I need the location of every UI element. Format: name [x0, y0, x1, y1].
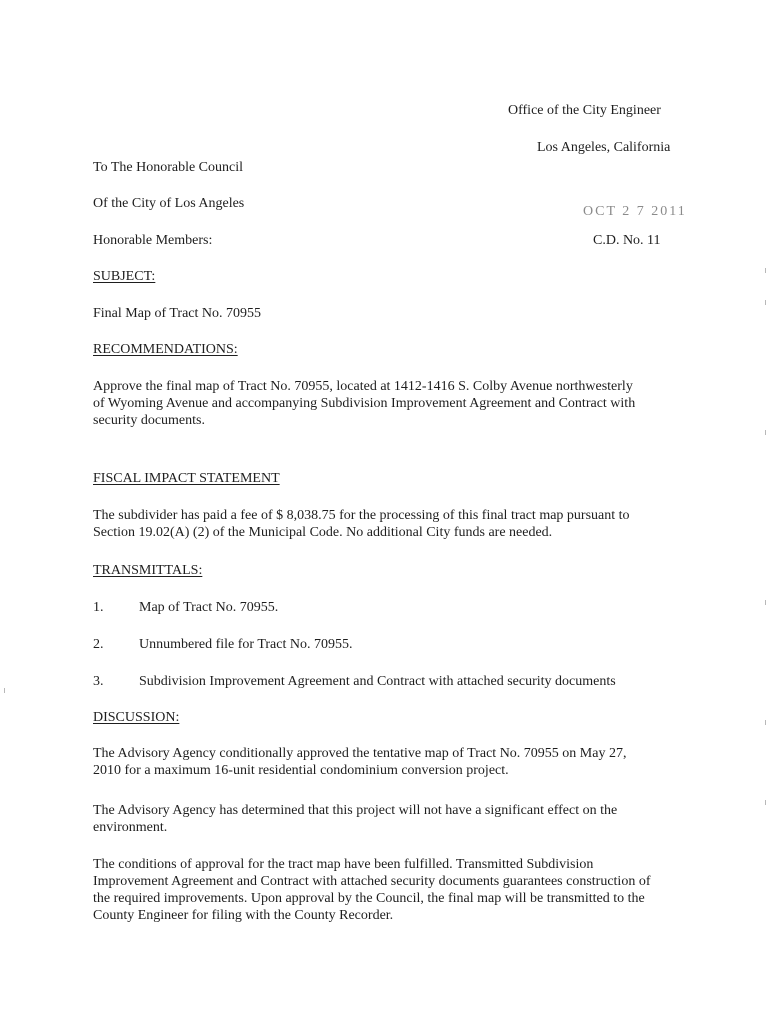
council-district: C.D. No. 11	[593, 233, 661, 248]
recommendations-heading: RECOMMENDATIONS:	[93, 342, 238, 357]
discussion-line: The Advisory Agency conditionally approved the tentative map of Tract No. 70955 on May 27,	[93, 746, 627, 761]
transmittal-number: 3.	[93, 674, 104, 689]
transmittal-item: Map of Tract No. 70955.	[139, 600, 279, 615]
recommendations-line: Approve the final map of Tract No. 70955, located at 1412-1416 S. Colby Avenue northwesterly	[93, 379, 633, 394]
discussion-line: environment.	[93, 820, 168, 835]
discussion-paragraph-2	[93, 802, 683, 836]
discussion-line: The Advisory Agency has determined that this project will not have a significant effect on the	[93, 803, 618, 818]
recommendations-paragraph	[93, 378, 683, 429]
recommendations-line: security documents.	[93, 413, 205, 428]
discussion-line: County Engineer for filing with the County Recorder.	[93, 908, 394, 923]
transmittals-heading: TRANSMITTALS:	[93, 563, 203, 578]
discussion-line: Improvement Agreement and Contract with attached security documents guarantees construction of	[93, 874, 651, 889]
salutation-line-2: Of the City of Los Angeles	[93, 196, 245, 211]
discussion-line: 2010 for a maximum 16-unit residential condominium conversion project.	[93, 763, 509, 778]
transmittal-item: Unnumbered file for Tract No. 70955.	[139, 637, 353, 652]
fiscal-impact-heading: FISCAL IMPACT STATEMENT	[93, 471, 280, 486]
date-stamp: OCT 2 7 2011	[583, 204, 687, 219]
discussion-paragraph-1	[93, 745, 683, 779]
discussion-heading: DISCUSSION:	[93, 710, 180, 725]
salutation-line-1: To The Honorable Council	[93, 160, 244, 175]
scan-speck	[4, 688, 5, 693]
scan-speck	[765, 600, 766, 605]
scan-speck	[765, 800, 766, 805]
discussion-line: The conditions of approval for the tract map have been fulfilled. Transmitted Subdivision	[93, 857, 594, 872]
office-title: Office of the City Engineer	[508, 103, 661, 118]
transmittal-item: Subdivision Improvement Agreement and Contract with attached security documents	[139, 674, 616, 689]
salutation-line-3: Honorable Members:	[93, 233, 213, 248]
recommendations-line: of Wyoming Avenue and accompanying Subdivision Improvement Agreement and Contract with	[93, 396, 636, 411]
subject-heading: SUBJECT:	[93, 269, 156, 284]
discussion-paragraph-3	[93, 856, 683, 924]
scan-speck	[765, 430, 766, 435]
fiscal-impact-line: The subdivider has paid a fee of $ 8,038.75 for the processing of this final tract map pursuant to	[93, 508, 630, 523]
city-location: Los Angeles, California	[537, 140, 671, 155]
transmittal-number: 2.	[93, 637, 104, 652]
transmittal-number: 1.	[93, 600, 104, 615]
scan-speck	[765, 268, 766, 273]
fiscal-impact-line: Section 19.02(A) (2) of the Municipal Code. No additional City funds are needed.	[93, 525, 553, 540]
fiscal-impact-paragraph	[93, 507, 683, 541]
scan-speck	[765, 720, 766, 725]
scan-speck	[765, 300, 766, 305]
subject-text: Final Map of Tract No. 70955	[93, 306, 261, 321]
discussion-line: the required improvements. Upon approval by the Council, the final map will be transmitted to the	[93, 891, 645, 906]
